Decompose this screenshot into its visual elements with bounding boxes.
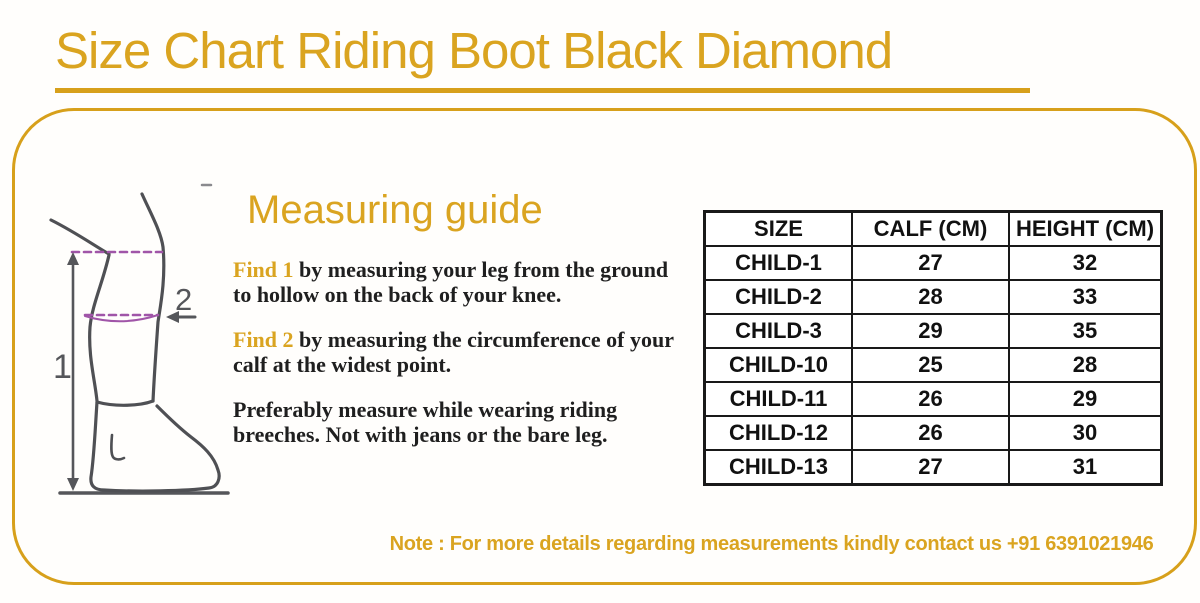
height-cell: 28 [1009,348,1162,382]
calf-cell: 28 [852,280,1009,314]
calf-cell: 27 [852,246,1009,280]
content-panel [12,108,1197,585]
measuring-guide [233,187,678,467]
calf-marker-label: 2 [175,282,193,317]
guide-heading: Measuring guide [247,188,543,232]
ankle-line [97,401,153,405]
arrow-down-head [67,478,79,491]
size-cell: CHILD-13 [705,450,853,485]
contact-note: Note : For more details regarding measurements kindly contact us +91 6391021946 [389,533,1154,555]
calf-cell: 27 [852,450,1009,485]
height-marker-label: 1 [53,348,72,386]
size-cell: CHILD-2 [705,280,853,314]
measurement-lines [72,252,162,321]
size-table [703,210,1163,486]
arrow-up-head [67,252,79,265]
find-1-label: Find 1 [233,257,294,282]
size-cell: CHILD-1 [705,246,853,280]
size-cell: CHILD-3 [705,314,853,348]
front-leg-line [142,194,164,401]
guide-tip: Preferably measure while wearing riding breeches. Not with jeans or the bare leg. [233,397,618,447]
size-cell: CHILD-11 [705,382,853,416]
size-table-header-row [705,212,1162,247]
leg-measurement-diagram [45,180,245,505]
calf-cell: 26 [852,382,1009,416]
back-calf-line [90,255,109,401]
column-header-height: HEIGHT (CM) [1009,212,1162,247]
find-1-text: by measuring your leg from the ground to hollow on the back of your knee. [233,257,669,307]
height-cell: 29 [1009,382,1162,416]
size-cell: CHILD-10 [705,348,853,382]
table-row [705,450,1162,485]
table-row [705,348,1162,382]
column-header-calf: CALF (CM) [852,212,1009,247]
leg-outline [51,194,219,491]
calf-cell: 26 [852,416,1009,450]
table-row [705,280,1162,314]
back-thigh-line [51,220,109,254]
ankle-detail-mark [111,435,124,459]
find-2-text: by measuring the circumference of your calf at the widest point. [233,327,674,377]
size-cell: CHILD-12 [705,416,853,450]
page-title: Size Chart Riding Boot Black Diamond [55,22,1030,93]
height-cell: 31 [1009,450,1162,485]
calf-cell: 29 [852,314,1009,348]
table-row [705,416,1162,450]
table-row [705,246,1162,280]
table-row [705,382,1162,416]
calf-cell: 25 [852,348,1009,382]
height-cell: 30 [1009,416,1162,450]
height-cell: 32 [1009,246,1162,280]
table-row [705,314,1162,348]
guide-step-2 [233,327,678,377]
column-header-size: SIZE [705,212,853,247]
height-cell: 33 [1009,280,1162,314]
find-2-label: Find 2 [233,327,294,352]
foot-outline [91,402,219,491]
height-cell: 35 [1009,314,1162,348]
guide-step-1 [233,257,678,307]
